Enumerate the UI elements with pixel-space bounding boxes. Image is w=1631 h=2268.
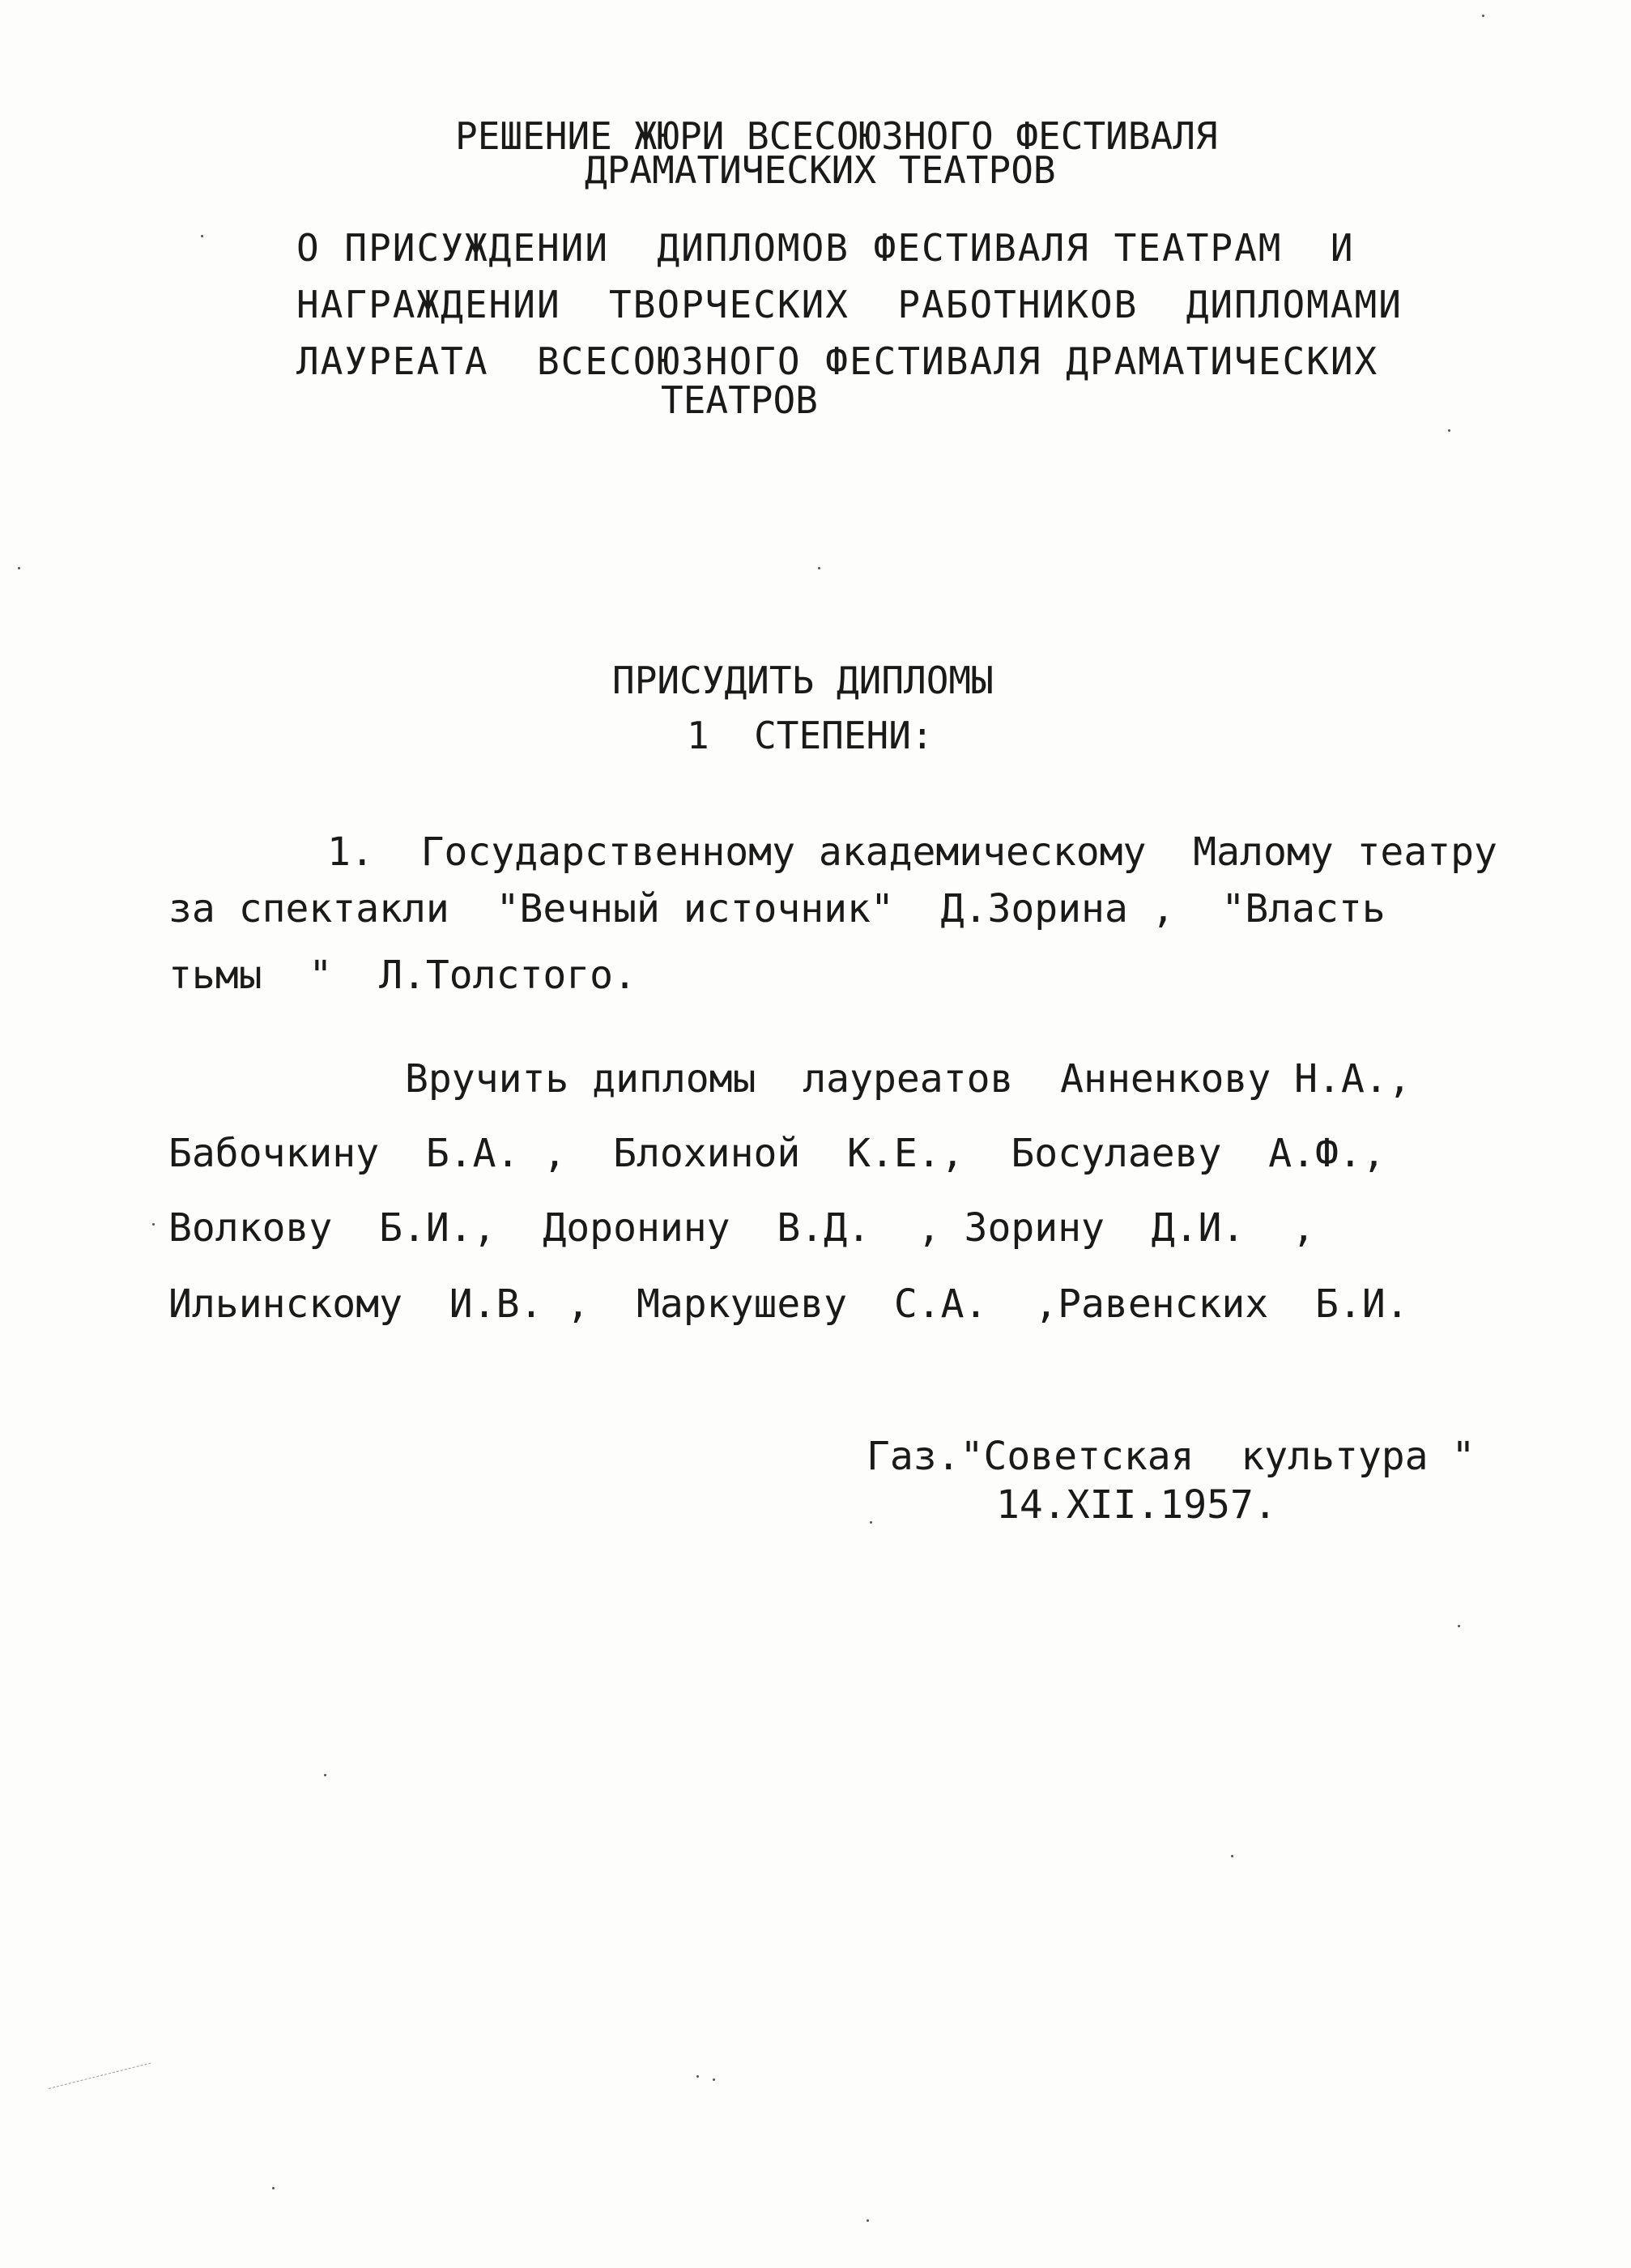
header-line-2: ДРАМАТИЧЕСКИХ ТЕАТРОВ: [585, 148, 1056, 192]
scan-speck: [870, 1521, 872, 1524]
item-1-line-2: за спектакли "Вечный источник" Д.Зорина , "Власть: [168, 886, 1386, 932]
scan-smear: [49, 2063, 151, 2089]
subject-line-3: ЛАУРЕАТА ВСЕСОЮЗНОГО ФЕСТИВАЛЯ ДРАМАТИЧЕСКИХ: [296, 339, 1379, 383]
subject-line-1: О ПРИСУЖДЕНИИ ДИПЛОМОВ ФЕСТИВАЛЯ ТЕАТРАМ И: [296, 226, 1355, 270]
section-heading-line-2: 1 СТЕПЕНИ:: [687, 714, 934, 757]
scan-speck: [1448, 429, 1450, 432]
awards-line-3: Волкову Б.И., Доронину В.Д. , Зорину Д.И. ,: [168, 1205, 1316, 1251]
source-line-1: Газ."Советская культура ": [867, 1434, 1476, 1479]
scan-speck: [272, 2187, 275, 2189]
scan-speck: [1231, 1855, 1233, 1857]
scan-speck: [696, 2075, 699, 2078]
item-1-line-1: 1. Государственному академическому Малому театру: [327, 829, 1497, 875]
source-line-2: 14.XII.1957.: [996, 1482, 1277, 1528]
awards-line-2: Бабочкину Б.А. , Блохиной К.Е., Босулаеву А.Ф.,: [168, 1131, 1386, 1176]
scan-speck: [18, 567, 20, 569]
scan-speck: [713, 2078, 715, 2081]
awards-line-1: Вручить дипломы лауреатов Анненкову Н.А.,: [405, 1056, 1412, 1102]
scan-speck: [867, 2219, 869, 2222]
awards-line-4: Ильинскому И.В. , Маркушеву С.А. ,Равенских Б.И.: [168, 1281, 1409, 1327]
subject-line-4: ТЕАТРОВ: [661, 378, 818, 422]
subject-line-2: НАГРАЖДЕНИИ ТВОРЧЕСКИХ РАБОТНИКОВ ДИПЛОМАМИ: [296, 283, 1403, 326]
header-line-1: РЕШЕНИЕ ЖЮРИ ВСЕСОЮЗНОГО ФЕСТИВАЛЯ: [455, 114, 1218, 158]
scan-speck: [1458, 1625, 1460, 1627]
scan-speck: [818, 567, 820, 569]
scan-speck: [324, 1774, 326, 1776]
section-heading-line-1: ПРИСУДИТЬ ДИПЛОМЫ: [612, 659, 994, 702]
scan-speck: [201, 235, 203, 237]
scan-speck: [152, 1223, 155, 1226]
item-1-line-3: тьмы " Л.Толстого.: [168, 953, 637, 998]
scan-speck: [1482, 15, 1484, 17]
